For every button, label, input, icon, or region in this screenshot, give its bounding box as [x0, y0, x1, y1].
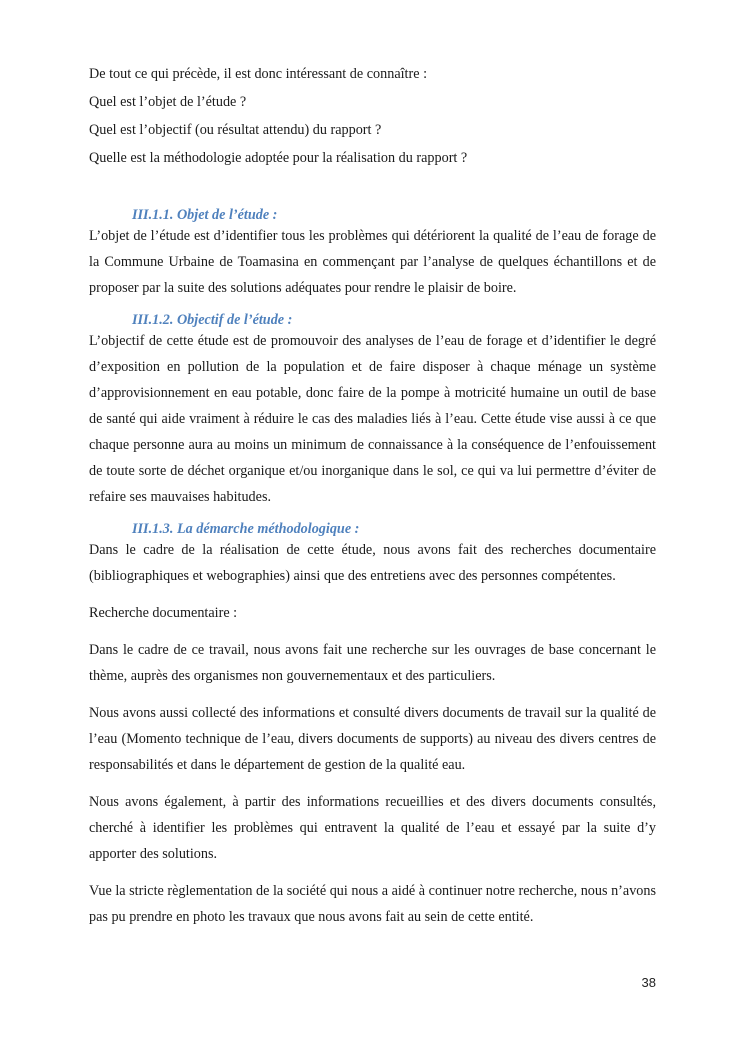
intro-question-methodology: Quelle est la méthodologie adoptée pour la réalisation du rapport ? — [89, 150, 468, 166]
section-heading-objet: III.1.1. Objet de l’étude : — [132, 207, 278, 223]
intro-line: De tout ce qui précède, il est donc intéressant de connaître : — [89, 66, 428, 82]
section-objet-paragraph: L’objet de l’étude est d’identifier tous les problèmes qui détériorent la qualité de l’eau de forage de la Commune Urbaine de Toamasina en commençant par l’analyse de quelques échantillons et de proposer par la suite des solutions adéquates pour rendre le plaisir de boire. — [89, 228, 656, 296]
methodologie-paragraph-intro: Dans le cadre de la réalisation de cette étude, nous avons fait des recherches documentaire (bibliographiques et webographies) ainsi que des entretiens avec des personnes compétentes. — [89, 542, 656, 584]
section-objectif-paragraph: L’objectif de cette étude est de promouvoir des analyses de l’eau de forage et d’identifier le degré d’exposition en pollution de la population et de faire disposer à chaque ménage un système d’approvisionnement en eau potable, donc faire de la pompe à motricité humaine un outil de base de santé qui aide vraiment à réduire le cas des maladies liés à l’eau. Cette étude vise aussi à ce que chaque personne aura au moins un minimum de connaissance à la conséquence de l’enfouissement de toute sorte de déchet organique et/ou inorganique dans le sol, ce qui va lui permettre d’éviter de refaire ses mauvaises habitudes. — [89, 333, 656, 505]
page-number: 38 — [641, 975, 656, 990]
methodologie-subheading-recherche: Recherche documentaire : — [89, 605, 238, 621]
methodologie-paragraph-reglementation: Vue la stricte règlementation de la société qui nous a aidé à continuer notre recherche, nous n’avons pas pu prendre en photo les travaux que nous avons fait au sein de cette entité. — [89, 883, 656, 925]
methodologie-paragraph-collecte: Nous avons aussi collecté des informations et consulté divers documents de travail sur la qualité de l’eau (Momento technique de l’eau, divers documents de supports) au niveau des divers centres de responsabilités et dans le département de gestion de la qualité eau. — [89, 705, 656, 773]
methodologie-paragraph-identification: Nous avons également, à partir des informations recueillies et des divers documents consultés, cherché à identifier les problèmes qui entravent la qualité de l’eau et essayé par la suite d’y apporter des solutions. — [89, 794, 656, 862]
page-content — [89, 66, 656, 930]
section-heading-methodologie: III.1.3. La démarche méthodologique : — [132, 521, 360, 537]
intro-question-objective: Quel est l’objectif (ou résultat attendu) du rapport ? — [89, 122, 382, 138]
methodologie-paragraph-recherche: Dans le cadre de ce travail, nous avons fait une recherche sur les ouvrages de base concernant le thème, auprès des organismes non gouvernementaux et des particuliers. — [89, 642, 656, 684]
section-heading-objectif: III.1.2. Objectif de l’étude : — [132, 312, 293, 328]
intro-question-object: Quel est l’objet de l’étude ? — [89, 94, 247, 110]
